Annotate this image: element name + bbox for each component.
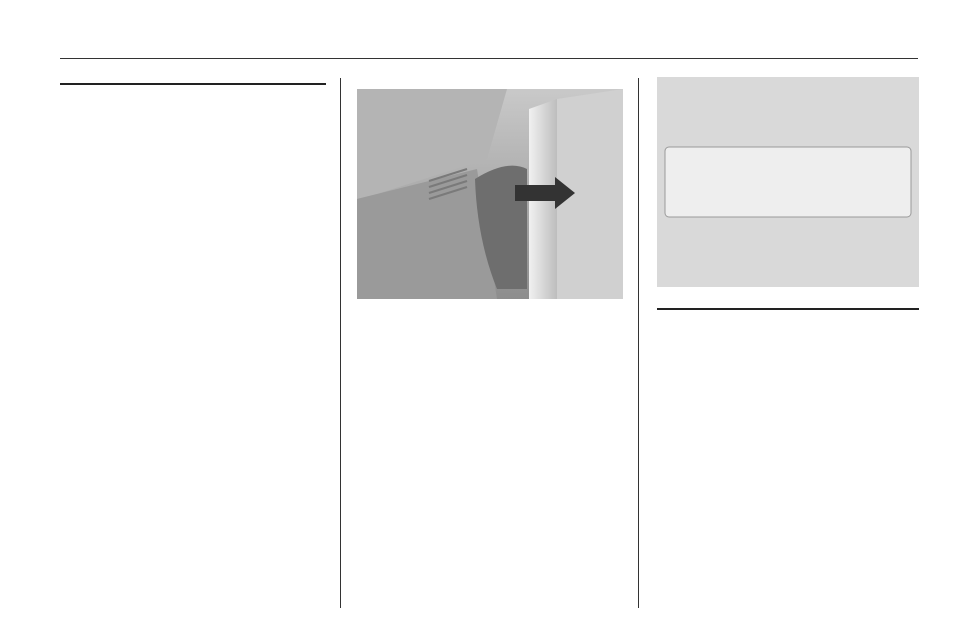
right-column (657, 77, 919, 310)
column-header-fuse (657, 305, 788, 309)
fuse-table-right (657, 305, 919, 310)
middle-column (357, 80, 623, 313)
column-divider (340, 78, 341, 608)
fusebox-illustration (657, 77, 919, 287)
left-column (60, 80, 326, 99)
column-header-fuse (60, 80, 193, 84)
dashboard-photo (357, 89, 623, 299)
header-rule (60, 58, 918, 59)
fuse-table-left (60, 80, 326, 85)
column-header-use (788, 305, 919, 309)
dashboard-illustration (357, 89, 623, 299)
fusebox-photo (657, 77, 919, 287)
column-divider (638, 78, 639, 608)
column-header-use (193, 80, 326, 84)
